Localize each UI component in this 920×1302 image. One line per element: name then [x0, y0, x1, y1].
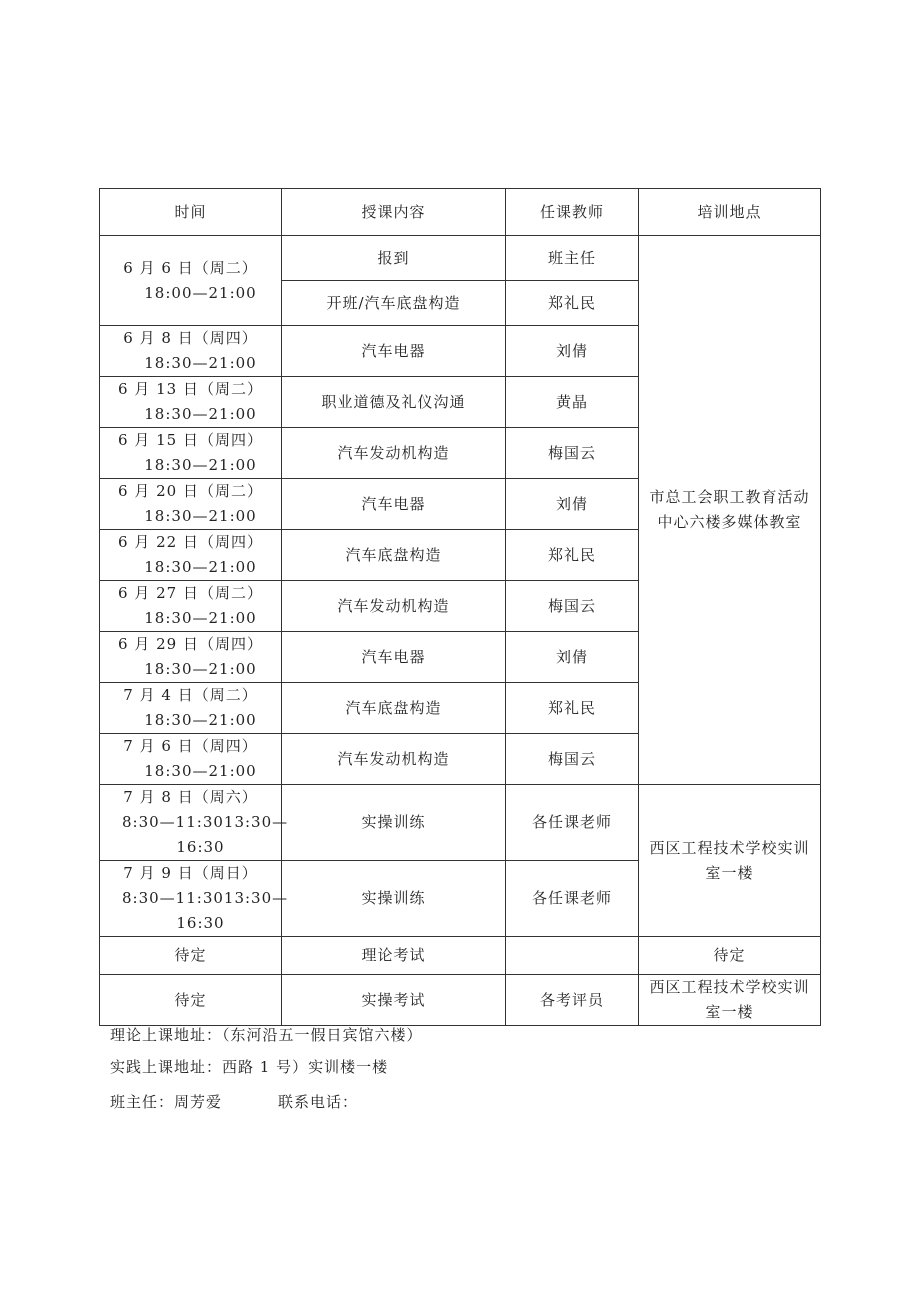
head-teacher-text: 班主任：周芳爱 [110, 1093, 223, 1111]
time-text: 18:30—21:00 [144, 405, 257, 423]
time-cell [100, 581, 282, 632]
content-cell: 汽车发动机构造 [282, 734, 506, 785]
content-cell: 汽车发动机构造 [282, 428, 506, 479]
content-cell: 汽车底盘构造 [282, 530, 506, 581]
content-cell: 实操考试 [282, 975, 506, 1026]
location-line: 中心六楼多媒体教室 [657, 513, 802, 531]
date-text: 7 月 6 日（周四） [123, 737, 258, 755]
header-time: 时间 [100, 189, 282, 236]
time-cell [100, 326, 282, 377]
time-cell [100, 632, 282, 683]
content-cell: 报到 [282, 236, 506, 281]
time-text: 18:30—21:00 [144, 762, 257, 780]
time-cell [100, 530, 282, 581]
schedule-table [99, 188, 821, 1026]
location-line: 市总工会职工教育活动 [649, 488, 810, 506]
location-cell [639, 236, 821, 785]
date-text: 6 月 13 日（周二） [118, 380, 263, 398]
theory-address-note: 理论上课地址：（东河沿五一假日宾馆六楼） [110, 1026, 423, 1044]
time-cell [100, 428, 282, 479]
content-cell: 汽车发动机构造 [282, 581, 506, 632]
content-cell: 汽车电器 [282, 632, 506, 683]
time-text: 18:30—21:00 [144, 711, 257, 729]
table-row [100, 785, 821, 861]
header-teacher: 任课教师 [506, 189, 639, 236]
time-cell [100, 734, 282, 785]
content-cell: 汽车电器 [282, 479, 506, 530]
time-cell: 待定 [100, 937, 282, 975]
time-text: 18:30—21:00 [144, 660, 257, 678]
content-cell: 理论考试 [282, 937, 506, 975]
time-text: 18:30—21:00 [144, 609, 257, 627]
time-cell [100, 785, 289, 861]
location-cell [639, 975, 821, 1026]
date-text: 6 月 15 日（周四） [118, 431, 263, 449]
table-row [100, 236, 821, 281]
time-text: 18:00—21:00 [144, 283, 257, 302]
teacher-cell: 郑礼民 [506, 530, 639, 581]
time-text: 18:30—21:00 [144, 456, 257, 474]
date-text: 6 月 6 日（周二） [123, 258, 258, 277]
time-text: 16:30 [176, 914, 225, 932]
date-text: 6 月 29 日（周四） [118, 635, 263, 653]
contact-note [110, 1091, 358, 1112]
teacher-cell: 各任课老师 [506, 785, 639, 861]
header-content: 授课内容 [282, 189, 506, 236]
content-cell: 实操训练 [282, 785, 506, 861]
teacher-cell: 各任课老师 [506, 861, 639, 937]
content-cell: 汽车底盘构造 [282, 683, 506, 734]
teacher-cell: 班主任 [506, 236, 639, 281]
location-line: 西区工程技术学校实训 [649, 838, 810, 857]
time-cell: 待定 [100, 975, 282, 1026]
content-cell: 开班/汽车底盘构造 [282, 281, 506, 326]
location-line: 室一楼 [705, 863, 754, 882]
time-cell [100, 377, 282, 428]
time-text: 18:30—21:00 [144, 507, 257, 525]
time-text: 18:30—21:00 [144, 558, 257, 576]
location-cell [639, 785, 821, 937]
contact-phone-text: 联系电话： [278, 1093, 359, 1111]
content-cell: 实操训练 [282, 861, 506, 937]
time-text: 18:30—21:00 [144, 354, 257, 372]
content-cell: 汽车电器 [282, 326, 506, 377]
teacher-cell: 刘倩 [506, 479, 639, 530]
teacher-cell: 郑礼民 [506, 683, 639, 734]
time-cell [100, 861, 289, 937]
teacher-cell: 刘倩 [506, 326, 639, 377]
teacher-cell: 郑礼民 [506, 281, 639, 326]
practice-address-note: 实践上课地址：西路 1 号）实训楼一楼 [110, 1058, 389, 1076]
time-text: 8:30—11:3013:30— [122, 889, 289, 907]
teacher-cell: 梅国云 [506, 581, 639, 632]
date-text: 6 月 27 日（周二） [118, 584, 263, 602]
time-cell [100, 683, 282, 734]
teacher-cell: 黄晶 [506, 377, 639, 428]
date-text: 7 月 8 日（周六） [123, 788, 258, 806]
time-text: 16:30 [176, 838, 225, 856]
date-text: 6 月 20 日（周二） [118, 482, 263, 500]
date-text: 6 月 22 日（周四） [118, 533, 263, 551]
teacher-cell: 梅国云 [506, 428, 639, 479]
header-location: 培训地点 [639, 189, 821, 236]
table-row [100, 937, 821, 975]
location-line: 西区工程技术学校实训 [649, 978, 810, 996]
location-line: 室一楼 [705, 1003, 754, 1021]
time-cell [100, 236, 282, 326]
date-text: 6 月 8 日（周四） [123, 329, 258, 347]
date-text: 7 月 9 日（周日） [123, 864, 258, 882]
content-cell: 职业道德及礼仪沟通 [282, 377, 506, 428]
header-row [100, 189, 821, 236]
time-cell [100, 479, 282, 530]
table-row [100, 975, 821, 1026]
time-text: 8:30—11:3013:30— [122, 813, 289, 831]
date-text: 7 月 4 日（周二） [123, 686, 258, 704]
teacher-cell: 刘倩 [506, 632, 639, 683]
location-cell: 待定 [639, 937, 821, 975]
teacher-cell [506, 937, 639, 975]
teacher-cell: 各考评员 [506, 975, 639, 1026]
teacher-cell: 梅国云 [506, 734, 639, 785]
